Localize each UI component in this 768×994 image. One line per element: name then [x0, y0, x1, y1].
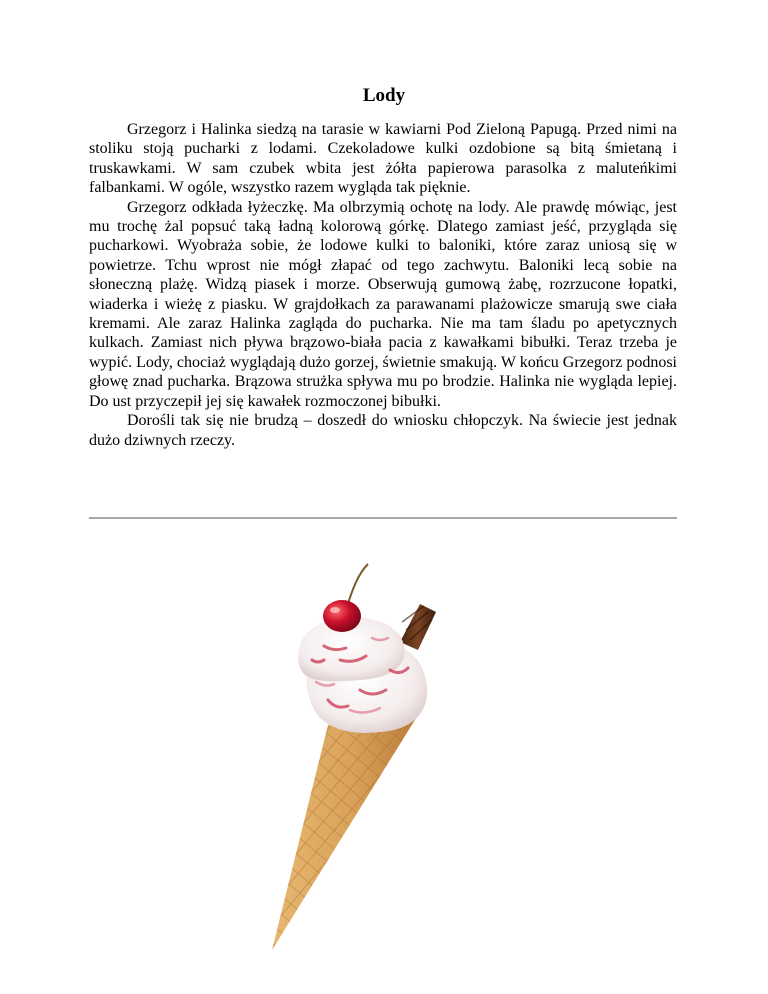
paragraph-1: Grzegorz i Halinka siedzą na tarasie w kawiarni Pod Zieloną Papugą. Przed nimi na stoliku stoją pucharki z lodami. Czekoladowe kulki ozdobione są bitą śmietaną i truskawkami. W sam czubek wbita jest żółta papierowa parasolka z maluteńkimi falbankami. W ogóle, wszystko razem wygląda tak pięknie.: [89, 121, 677, 197]
document-title: Lody: [362, 85, 406, 106]
ice-cream-cone-illustration: [240, 550, 540, 970]
paragraph-2: Grzegorz odkłada łyżeczkę. Ma olbrzymią ochotę na lody. Ale prawdę mówiąc, jest mu trochę żal popsuć taką ładną kolorową górkę. Dlatego zamiast jeść, przygląda się pucharkowi. Wyobraża sobie, że lodowe kulki to baloniki, które zaraz uniosą się w powietrze. Tchu wprost nie mógł złapać od tego zachwytu. Baloniki lecą sobie na słoneczną plażę. Widzą piasek i morze. Obserwują gumową żabę, rozrzucone łopatki, wiaderka i wieżę z piasku. W grajdołkach za parawanami plażowicze smarują swe ciała kremami. Ale zaraz Halinka zagląda do pucharka. Nie ma tam śladu po apetycznych kulkach. Zamiast nich pływa brązowo-biała pacia z kawałkami bibułki. Teraz trzeba je wypić. Lody, chociaż wyglądają dużo gorzej, świetnie smakują. W końcu Grzegorz podnosi głowę znad pucharka. Brązowa strużka spływa mu po brodzie. Halinka nie wygląda lepiej. Do ust przyczepił jej się kawałek rozmoczonej bibułki.: [89, 198, 677, 410]
waffle-cone: [272, 715, 418, 950]
paragraph-3: Dorośli tak się nie brudzą – doszedł do wniosku chłopczyk. Na świecie jest jednak dużo dziwnych rzeczy.: [89, 412, 677, 449]
story-text: [89, 120, 677, 450]
horizontal-divider: [89, 517, 677, 519]
chocolate-flake: [400, 604, 436, 650]
